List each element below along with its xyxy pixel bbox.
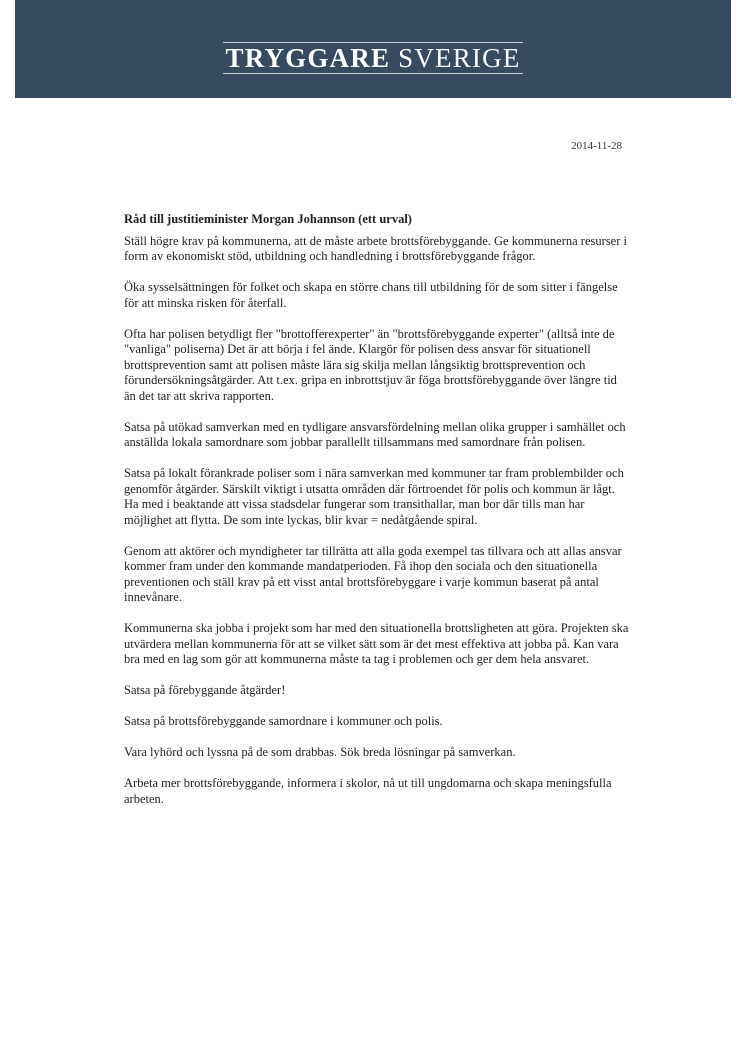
paragraph-7: Kommunerna ska jobba i projekt som har med den situationella brottsligheten att göra. Projekten ska utvärdera mellan kommunerna för att se vilket sätt som är det mest effektiva att jobba på. Kan vara bra med en lag som gör att kommunerna måste ta tag i problemen och ger dem hela ansvaret. <box>124 621 629 666</box>
paragraph-10: Vara lyhörd och lyssna på de som drabbas. Sök breda lösningar på samverkan. <box>124 745 516 759</box>
paragraph-8: Satsa på förebyggande åtgärder! <box>124 683 286 697</box>
header-banner <box>15 0 731 98</box>
document-heading: Råd till justitieminister Morgan Johannson (ett urval) <box>124 212 412 226</box>
logo-word-light: SVERIGE <box>398 43 521 73</box>
paragraph-5: Satsa på lokalt förankrade poliser som i nära samverkan med kommuner tar fram problembilder och genomför åtgärder. Särskilt viktigt i utsatta områden där förtroendet för polis och kommun är lågt. Ha med i beaktande att vissa stadsdelar fungerar som transithallar, man bor där tills man har möjlighet att flytta. De som inte lyckas, blir kvar = nedåtgående spiral. <box>124 466 624 527</box>
logo-frame <box>223 42 522 74</box>
brand-logo <box>15 42 731 74</box>
paragraph-9: Satsa på brottsförebyggande samordnare i kommuner och polis. <box>124 714 443 728</box>
paragraph-4: Satsa på utökad samverkan med en tydligare ansvarsfördelning mellan olika grupper i samhället och anställda lokala samordnare som jobbar parallellt tillsammans med samordnare från polisen. <box>124 419 626 449</box>
paragraph-11: Arbeta mer brottsförebyggande, informera i skolor, nå ut till ungdomarna och skapa meningsfulla arbeten. <box>124 776 612 806</box>
document-date: 2014-11-28 <box>571 140 622 152</box>
paragraph-6: Genom att aktörer och myndigheter tar tillrätta att alla goda exempel tas tillvara och att allas ansvar kommer fram under den kommande mandatperioden. Få ihop den sociala och den situationella preventionen och ställ krav på ett visst antal brottsförebyggare i varje kommun baserat på antal innevånare. <box>124 543 622 604</box>
document-body <box>124 212 630 823</box>
logo-word-bold: TRYGGARE <box>225 43 391 73</box>
paragraph-2: Öka sysselsättningen för folket och skapa en större chans till utbildning för de som sitter i fängelse för att minska risken för återfall. <box>124 280 618 310</box>
paragraph-3: Ofta har polisen betydligt fler "brottofferexperter" än "brottsförebyggande experter" (alltså inte de "vanliga" poliserna) Det är att börja i fel ände. Klargör för polisen dess ansvar för situationell brottsprevention samt att polisen måste lära sig skilja mellan långsiktig brottsprevention och förundersökningsåtgärder. Att t.ex. gripa en inbrottstjuv är föga brottsförebyggande över längre tid än det tar att skriva rapporten. <box>124 326 617 403</box>
paragraph-1: Ställ högre krav på kommunerna, att de måste arbete brottsförebyggande. Ge kommunerna resurser i form av ekonomiskt stöd, utbildning och handledning i brottsförebyggande frågor. <box>124 233 627 263</box>
